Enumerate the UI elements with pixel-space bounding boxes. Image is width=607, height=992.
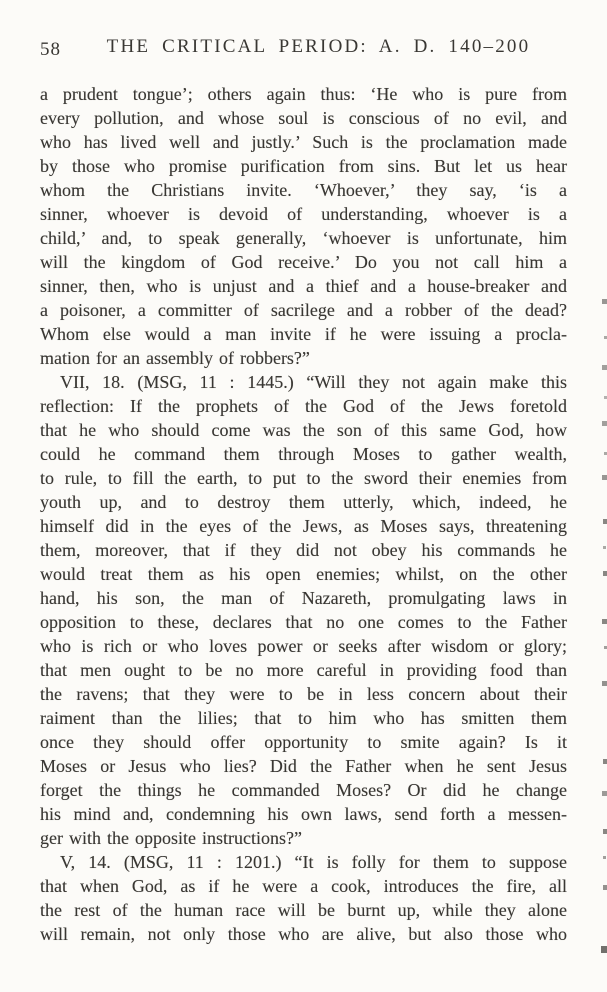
text-line: Moses or Jesus who lies? Did the Father when he sent Jesus xyxy=(40,756,567,776)
running-title: THE CRITICAL PERIOD: A. D. 140–200 xyxy=(106,36,531,57)
scan-artifacts xyxy=(0,0,3,3)
text-line: once they should offer opportunity to smite again? Is it xyxy=(40,732,567,752)
paragraph xyxy=(40,82,567,370)
text-line: child,’ and, to speak generally, ‘whoever is unfortunate, him xyxy=(40,228,567,248)
text-line: a poisoner, a committer of sacrilege and a robber of the dead? xyxy=(40,300,567,320)
text-line: them, moreover, that if they did not obey his commands he xyxy=(40,540,567,560)
page-number: 58 xyxy=(40,39,61,60)
text-line: raiment than the lilies; that to him who has smitten them xyxy=(40,708,567,728)
text-line: the ravens; that they were to be in less concern about their xyxy=(40,684,567,704)
page-header xyxy=(40,36,567,64)
text-line: to rule, to fill the earth, to put to the sword their enemies from xyxy=(40,468,567,488)
text-line: that men ought to be no more careful in providing food than xyxy=(40,660,567,680)
text-line: who is rich or who loves power or seeks after wisdom or glory; xyxy=(40,636,567,656)
text-line: every pollution, and whose soul is conscious of no evil, and xyxy=(40,108,567,128)
text-line: that when God, as if he were a cook, introduces the fire, all xyxy=(40,876,567,896)
page-body xyxy=(40,82,567,946)
text-line: reflection: If the prophets of the God of the Jews foretold xyxy=(40,396,567,416)
text-line: by those who promise purification from sins. But let us hear xyxy=(40,156,567,176)
text-line: himself did in the eyes of the Jews, as Moses says, threatening xyxy=(40,516,567,536)
text-line: sinner, then, who is unjust and a thief and a house-breaker and xyxy=(40,276,567,296)
text-line: his mind and, condemning his own laws, send forth a messen- xyxy=(40,804,567,824)
text-line: opposition to these, declares that no one comes to the Father xyxy=(40,612,567,632)
text-line: VII, 18. (MSG, 11 : 1445.) “Will they not again make this xyxy=(60,372,567,392)
paragraph xyxy=(40,370,567,850)
text-line: will remain, not only those who are alive, but also those who xyxy=(40,924,567,944)
paragraph xyxy=(40,850,567,946)
text-line: hand, his son, the man of Nazareth, promulgating laws in xyxy=(40,588,567,608)
text-line: the rest of the human race will be burnt up, while they alone xyxy=(40,900,567,920)
text-line: ger with the opposite instructions?” xyxy=(40,828,302,848)
text-line: sinner, whoever is devoid of understanding, whoever is a xyxy=(40,204,567,224)
text-line: could he command them through Moses to gather wealth, xyxy=(40,444,567,464)
text-line: mation for an assembly of robbers?” xyxy=(40,348,310,368)
text-line: Whom else would a man invite if he were issuing a procla- xyxy=(40,324,567,344)
text-line: V, 14. (MSG, 11 : 1201.) “It is folly for them to suppose xyxy=(60,852,567,872)
text-line: forget the things he commanded Moses? Or did he change xyxy=(40,780,567,800)
text-line: who has lived well and justly.’ Such is the proclamation made xyxy=(40,132,567,152)
text-line: will the kingdom of God receive.’ Do you not call him a xyxy=(40,252,567,272)
text-line: would treat them as his open enemies; whilst, on the other xyxy=(40,564,567,584)
text-line: a prudent tongue’; others again thus: ‘He who is pure from xyxy=(40,84,567,104)
text-line: youth up, and to destroy them utterly, which, indeed, he xyxy=(40,492,567,512)
text-line: that he who should come was the son of this same God, how xyxy=(40,420,567,440)
text-line: whom the Christians invite. ‘Whoever,’ they say, ‘is a xyxy=(40,180,567,200)
